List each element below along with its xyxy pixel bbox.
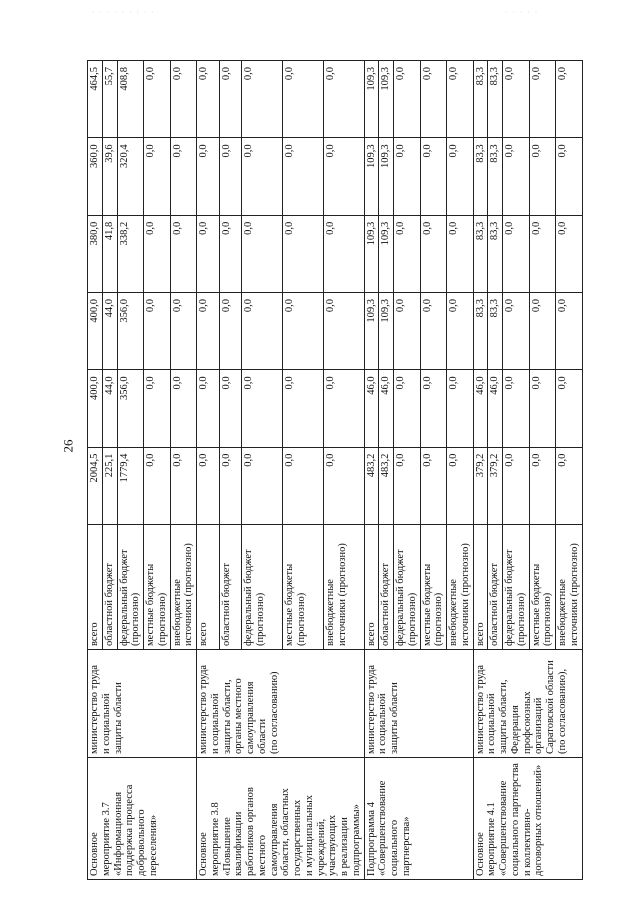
- value-cell: 400,0: [88, 293, 103, 370]
- value-cell: 0,0: [556, 215, 583, 292]
- value-cell: 0,0: [503, 138, 530, 215]
- value-cell: 0,0: [283, 215, 324, 292]
- value-cell: 0,0: [447, 370, 474, 447]
- value-cell: 46,0: [473, 370, 488, 447]
- value-cell: 44,0: [102, 370, 117, 447]
- value-cell: 0,0: [283, 370, 324, 447]
- value-cell: 0,0: [447, 215, 474, 292]
- value-cell: 46,0: [364, 370, 379, 447]
- value-cell: 0,0: [219, 215, 242, 292]
- value-cell: 0,0: [219, 370, 242, 447]
- value-cell: 0,0: [529, 215, 556, 292]
- value-cell: 0,0: [503, 447, 530, 524]
- value-cell: 0,0: [197, 447, 220, 524]
- value-cell: 109,3: [379, 215, 394, 292]
- value-cell: 0,0: [144, 293, 171, 370]
- value-cell: 0,0: [197, 138, 220, 215]
- value-cell: 83,3: [488, 215, 503, 292]
- value-cell: 0,0: [420, 293, 447, 370]
- value-cell: 55,7: [102, 61, 117, 138]
- value-cell: 0,0: [197, 215, 220, 292]
- value-cell: 0,0: [529, 138, 556, 215]
- funding-source-cell: местные бюджеты (прогнозно): [283, 525, 324, 650]
- value-cell: 39,6: [102, 138, 117, 215]
- value-cell: 0,0: [503, 293, 530, 370]
- value-cell: 0,0: [323, 447, 364, 524]
- value-cell: 0,0: [420, 370, 447, 447]
- value-cell: 0,0: [447, 293, 474, 370]
- value-cell: 380,0: [88, 215, 103, 292]
- value-cell: 46,0: [379, 370, 394, 447]
- value-cell: 0,0: [283, 447, 324, 524]
- value-cell: 379,2: [488, 447, 503, 524]
- value-cell: 0,0: [420, 138, 447, 215]
- value-cell: 0,0: [170, 293, 197, 370]
- value-cell: 83,3: [488, 138, 503, 215]
- value-cell: 0,0: [556, 293, 583, 370]
- funding-source-cell: внебюджетные источники (прогнозно): [323, 525, 364, 650]
- value-cell: 0,0: [242, 447, 283, 524]
- funding-source-cell: областной бюджет: [102, 525, 117, 650]
- funding-source-cell: местные бюджеты (прогнозно): [420, 525, 447, 650]
- value-cell: 400,0: [88, 370, 103, 447]
- budget-table: [87, 60, 583, 880]
- value-cell: 0,0: [529, 293, 556, 370]
- value-cell: 0,0: [420, 61, 447, 138]
- value-cell: 109,3: [379, 138, 394, 215]
- funding-source-cell: федеральный бюджет (прогнозно): [503, 525, 530, 650]
- value-cell: 338,2: [117, 215, 144, 292]
- page-number: 26: [60, 439, 76, 453]
- value-cell: 225,1: [102, 447, 117, 524]
- value-cell: 46,0: [488, 370, 503, 447]
- value-cell: 0,0: [323, 138, 364, 215]
- value-cell: 0,0: [219, 293, 242, 370]
- value-cell: 109,3: [364, 215, 379, 292]
- value-cell: 0,0: [197, 370, 220, 447]
- value-cell: 0,0: [170, 61, 197, 138]
- value-cell: 0,0: [394, 293, 421, 370]
- funding-source-cell: местные бюджеты (прогнозно): [529, 525, 556, 650]
- value-cell: 0,0: [447, 138, 474, 215]
- value-cell: 0,0: [556, 61, 583, 138]
- value-cell: 408,8: [117, 61, 144, 138]
- table-row: [364, 61, 379, 880]
- rotated-table-container: [87, 60, 580, 880]
- value-cell: 0,0: [170, 447, 197, 524]
- value-cell: 109,3: [379, 293, 394, 370]
- funding-source-cell: всего: [473, 525, 488, 650]
- value-cell: 109,3: [379, 61, 394, 138]
- value-cell: 0,0: [283, 61, 324, 138]
- value-cell: 483,2: [379, 447, 394, 524]
- value-cell: 0,0: [219, 447, 242, 524]
- value-cell: 0,0: [144, 447, 171, 524]
- funding-source-cell: областной бюджет: [379, 525, 394, 650]
- value-cell: 0,0: [242, 370, 283, 447]
- value-cell: 44,0: [102, 293, 117, 370]
- value-cell: 83,3: [473, 293, 488, 370]
- funding-source-cell: областной бюджет: [219, 525, 242, 650]
- funding-source-cell: внебюджетные источники (прогнозно): [556, 525, 583, 650]
- value-cell: 0,0: [556, 138, 583, 215]
- value-cell: 0,0: [197, 61, 220, 138]
- value-cell: 0,0: [529, 370, 556, 447]
- value-cell: 0,0: [394, 370, 421, 447]
- value-cell: 0,0: [242, 215, 283, 292]
- value-cell: 0,0: [242, 61, 283, 138]
- value-cell: 0,0: [242, 138, 283, 215]
- value-cell: 83,3: [488, 61, 503, 138]
- value-cell: 0,0: [529, 447, 556, 524]
- value-cell: 0,0: [323, 215, 364, 292]
- value-cell: 0,0: [447, 61, 474, 138]
- value-cell: 0,0: [323, 61, 364, 138]
- executor-cell: министерство труда и социальной защиты области: [364, 650, 473, 758]
- value-cell: 83,3: [473, 138, 488, 215]
- funding-source-cell: областной бюджет: [488, 525, 503, 650]
- value-cell: 0,0: [144, 138, 171, 215]
- value-cell: 83,3: [473, 61, 488, 138]
- funding-source-cell: местные бюджеты (прогнозно): [144, 525, 171, 650]
- executor-cell: министерство труда и социальной защиты области, органы местного самоуправления области (по согласованию): [197, 650, 365, 758]
- measure-cell: Основное мероприятие 3.8 «Повышение квалификации работников органов местного самоуправления области, областных государственных и муниципальных учреждений, участвующих в реализации подпрограммы»: [197, 758, 365, 880]
- funding-source-cell: всего: [364, 525, 379, 650]
- value-cell: 360,0: [88, 138, 103, 215]
- value-cell: 0,0: [283, 293, 324, 370]
- value-cell: 464,5: [88, 61, 103, 138]
- value-cell: 0,0: [144, 370, 171, 447]
- value-cell: 2004,5: [88, 447, 103, 524]
- value-cell: 0,0: [420, 215, 447, 292]
- value-cell: 483,2: [364, 447, 379, 524]
- table-row: [88, 61, 103, 880]
- value-cell: 0,0: [529, 61, 556, 138]
- value-cell: 0,0: [394, 61, 421, 138]
- funding-source-cell: федеральный бюджет (прогнозно): [242, 525, 283, 650]
- value-cell: 0,0: [503, 215, 530, 292]
- value-cell: 0,0: [503, 370, 530, 447]
- value-cell: 0,0: [394, 447, 421, 524]
- value-cell: 356,0: [117, 293, 144, 370]
- value-cell: 0,0: [556, 447, 583, 524]
- funding-source-cell: федеральный бюджет (прогнозно): [394, 525, 421, 650]
- value-cell: 0,0: [556, 370, 583, 447]
- funding-source-cell: всего: [88, 525, 103, 650]
- measure-cell: Подпрограмма 4 «Совершенствование социального партнерства»: [364, 758, 473, 880]
- value-cell: 0,0: [170, 370, 197, 447]
- value-cell: 0,0: [503, 61, 530, 138]
- value-cell: 0,0: [219, 61, 242, 138]
- value-cell: 0,0: [197, 293, 220, 370]
- value-cell: 109,3: [364, 293, 379, 370]
- funding-source-cell: всего: [197, 525, 220, 650]
- measure-cell: Основное мероприятие 4.1 «Совершенствование социального партнерства и коллективно- договорных отношений»: [473, 758, 582, 880]
- value-cell: 83,3: [488, 293, 503, 370]
- measure-cell: Основное мероприятие 3.7 «Информационная поддержка процесса добровольного переселения»: [88, 758, 197, 880]
- funding-source-cell: федеральный бюджет (прогнозно): [117, 525, 144, 650]
- value-cell: 356,0: [117, 370, 144, 447]
- value-cell: 0,0: [144, 215, 171, 292]
- value-cell: 0,0: [170, 138, 197, 215]
- value-cell: 109,3: [364, 138, 379, 215]
- value-cell: 0,0: [242, 293, 283, 370]
- executor-cell: министерство труда и социальной защиты области: [88, 650, 197, 758]
- value-cell: 0,0: [394, 138, 421, 215]
- table-row: [473, 61, 488, 880]
- value-cell: 0,0: [420, 447, 447, 524]
- value-cell: 0,0: [219, 138, 242, 215]
- value-cell: 379,2: [473, 447, 488, 524]
- value-cell: 109,3: [364, 61, 379, 138]
- value-cell: 0,0: [394, 215, 421, 292]
- value-cell: 41,8: [102, 215, 117, 292]
- value-cell: 0,0: [283, 138, 324, 215]
- value-cell: 0,0: [170, 215, 197, 292]
- executor-cell: министерство труда и социальной защиты области, Федерация профсоюзных организаций Саратовской области (по согласованию),: [473, 650, 582, 758]
- value-cell: 320,4: [117, 138, 144, 215]
- value-cell: 0,0: [447, 447, 474, 524]
- value-cell: 1779,4: [117, 447, 144, 524]
- table-row: [197, 61, 220, 880]
- funding-source-cell: внебюджетные источники (прогнозно): [447, 525, 474, 650]
- value-cell: 0,0: [323, 370, 364, 447]
- funding-source-cell: внебюджетные источники (прогнозно): [170, 525, 197, 650]
- value-cell: 83,3: [473, 215, 488, 292]
- value-cell: 0,0: [323, 293, 364, 370]
- value-cell: 0,0: [144, 61, 171, 138]
